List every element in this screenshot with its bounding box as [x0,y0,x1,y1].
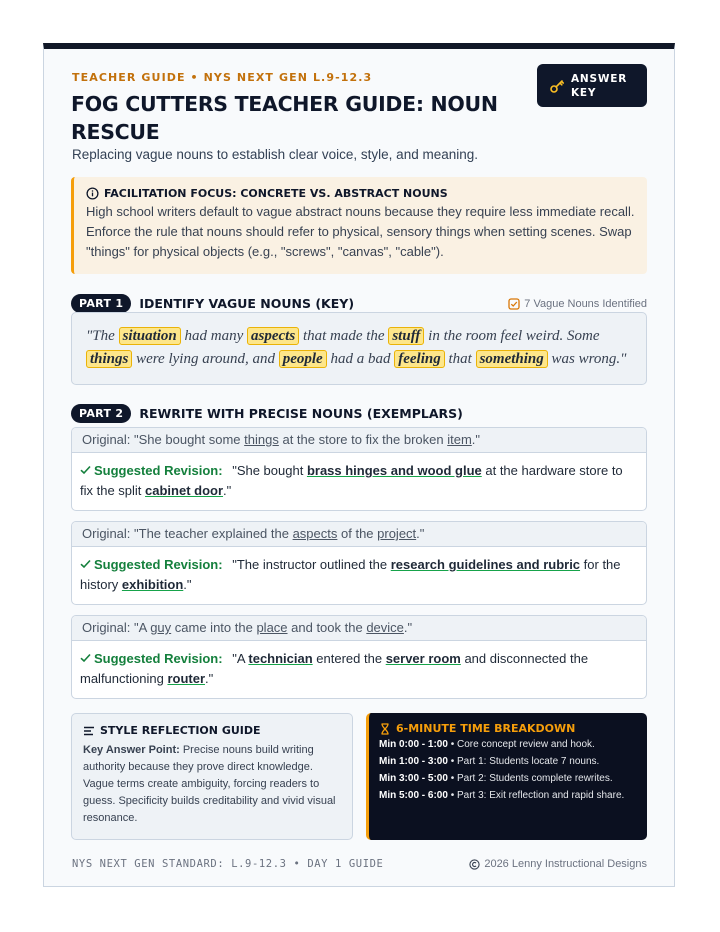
original-text: ." [416,526,425,541]
revision-text: ." [205,671,214,686]
original-text: at the store to fix the broken [278,432,448,447]
vague-noun: project [377,526,417,541]
suggested-revision-label: Suggested Revision: [80,651,223,666]
part1-title: IDENTIFY VAGUE NOUNS (KEY) [139,296,355,311]
footer [72,858,647,870]
original-text: came into the [171,620,257,635]
vague-noun-highlight: stuff [388,327,424,345]
original-text: ." [403,620,413,635]
answer-key-button[interactable] [537,64,647,107]
style-body-text: Precise nouns build writing authority because they prove direct knowledge. Vague terms create ambiguity, forcing readers to guess. Specificity builds creditability and vivid visual resonance. [83,744,336,824]
original-text: of the [337,526,378,541]
time-activity: • Core concept review and hook. [447,739,595,750]
revision-text: for the history [80,557,621,592]
copyright-icon [469,859,480,870]
focus-heading [86,187,635,200]
page-subtitle: Replacing vague nouns to establish clear voice, style, and meaning. [72,147,478,162]
footer-copyright [469,858,647,870]
facilitation-focus-callout [71,177,647,274]
precise-noun: research guidelines and rubric [390,557,581,572]
time-range: Min 5:00 - 6:00 [379,790,448,801]
original-text: Original: "She bought some [82,432,245,447]
style-body [83,742,342,827]
time-range: Min 0:00 - 1:00 [379,739,448,750]
passage-text: had a bad [326,351,395,367]
style-reflection-guide [71,713,353,840]
hourglass-icon [379,723,391,735]
revision-card [71,615,647,699]
vague-noun: things [244,432,279,447]
revision-text: "A [232,651,249,666]
vague-noun-highlight: things [86,350,132,368]
passage-text: were lying around, and [132,351,279,367]
part1-count-text: 7 Vague Nouns Identified [524,297,647,310]
time-heading-text: 6-MINUTE TIME BREAKDOWN [396,722,576,735]
focus-body: High school writers default to vague abstract nouns because they require less immediate recall. Enforce the rule that nouns should refer to physical, sensory things when setting scenes. Swap "things" for physical objects (e.g., "screws", "canvas", "cable"). [86,204,635,259]
guide-page [43,43,675,887]
vague-noun: device [366,620,404,635]
precise-noun: brass hinges and wood glue [306,463,482,478]
revision-text: "The instructor outlined the [232,557,391,572]
focus-heading-text: FACILITATION FOCUS: CONCRETE VS. ABSTRACT NOUNS [104,187,448,200]
time-activity: • Part 3: Exit reflection and rapid share. [447,790,625,801]
revision-text: and disconnected the malfunctioning [80,651,589,686]
precise-noun: exhibition [121,577,184,592]
answer-key-label: ANSWER KEY [571,72,628,99]
vague-noun: item [447,432,472,447]
time-row [379,755,637,769]
check-icon [80,653,91,663]
part2-header [71,404,647,423]
revision-card [71,521,647,605]
eyebrow: TEACHER GUIDE • NYS NEXT GEN L.9-12.3 [72,71,373,84]
vague-noun-highlight: feeling [394,350,445,368]
passage-text: had many [180,328,248,344]
revision-text: "She bought [232,463,307,478]
precise-noun: cabinet door [145,483,224,498]
revision-text: ." [223,483,232,498]
passage-text: "The [86,328,119,344]
vague-noun: aspects [292,526,338,541]
passage-text: in the room feel weird. Some [424,328,600,344]
precise-noun: technician [248,651,313,666]
time-range: Min 1:00 - 3:00 [379,756,448,767]
time-range: Min 3:00 - 5:00 [379,773,448,784]
part2-title: REWRITE WITH PRECISE NOUNS (EXEMPLARS) [139,406,463,421]
passage-text: that made the [299,328,389,344]
passage-text: was wrong." [547,351,627,367]
part1-pill: PART 1 [71,294,131,313]
part2-pill: PART 2 [71,404,131,423]
precise-noun: server room [385,651,461,666]
footer-standard: NYS NEXT GEN STANDARD: L.9-12.3 • DAY 1 GUIDE [72,858,384,870]
time-activity: • Part 1: Students locate 7 nouns. [447,756,600,767]
page-title: FOG CUTTERS TEACHER GUIDE: NOUN RESCUE [71,92,498,144]
revision-text: ." [183,577,192,592]
original-text: Original: "The teacher explained the [82,526,293,541]
original-text: Original: "A [82,620,151,635]
key-icon [549,78,565,94]
revision-text: at the hardware store to fix the split [80,463,623,498]
suggested-revision-label: Suggested Revision: [80,463,223,478]
precise-noun: router [167,671,206,686]
suggested-revision [72,641,646,689]
suggested-revision [72,453,646,501]
time-row [379,772,637,786]
time-activity: • Part 2: Students complete rewrites. [447,773,613,784]
check-icon [80,465,91,475]
vague-noun: place [256,620,288,635]
suggested-revision [72,547,646,595]
style-heading [83,724,342,737]
align-left-icon [83,725,95,737]
vague-noun-highlight: something [476,350,548,368]
info-icon [86,187,99,200]
page-content [71,49,647,886]
original-text: ." [471,432,481,447]
key-answer-label: Key Answer Point: [83,744,180,756]
passage-text: that [444,351,476,367]
original-sentence [72,522,646,547]
vague-noun-highlight: situation [119,327,181,345]
style-heading-text: STYLE REFLECTION GUIDE [100,724,261,737]
original-sentence [72,616,646,641]
time-heading [379,722,637,735]
part1-count [508,298,647,310]
vague-noun: guy [150,620,172,635]
original-text: and took the [287,620,367,635]
part1-header [71,294,647,313]
footer-copyright-text: 2026 Lenny Instructional Designs [484,858,647,870]
time-row [379,789,637,803]
time-row [379,738,637,752]
check-square-icon [508,298,520,310]
revision-text: entered the [312,651,386,666]
check-icon [80,559,91,569]
vague-noun-highlight: aspects [247,327,299,345]
time-breakdown [366,713,647,840]
passage-box [71,312,647,385]
suggested-revision-label: Suggested Revision: [80,557,223,572]
revision-card [71,427,647,511]
vague-noun-highlight: people [279,350,327,368]
original-sentence [72,428,646,453]
